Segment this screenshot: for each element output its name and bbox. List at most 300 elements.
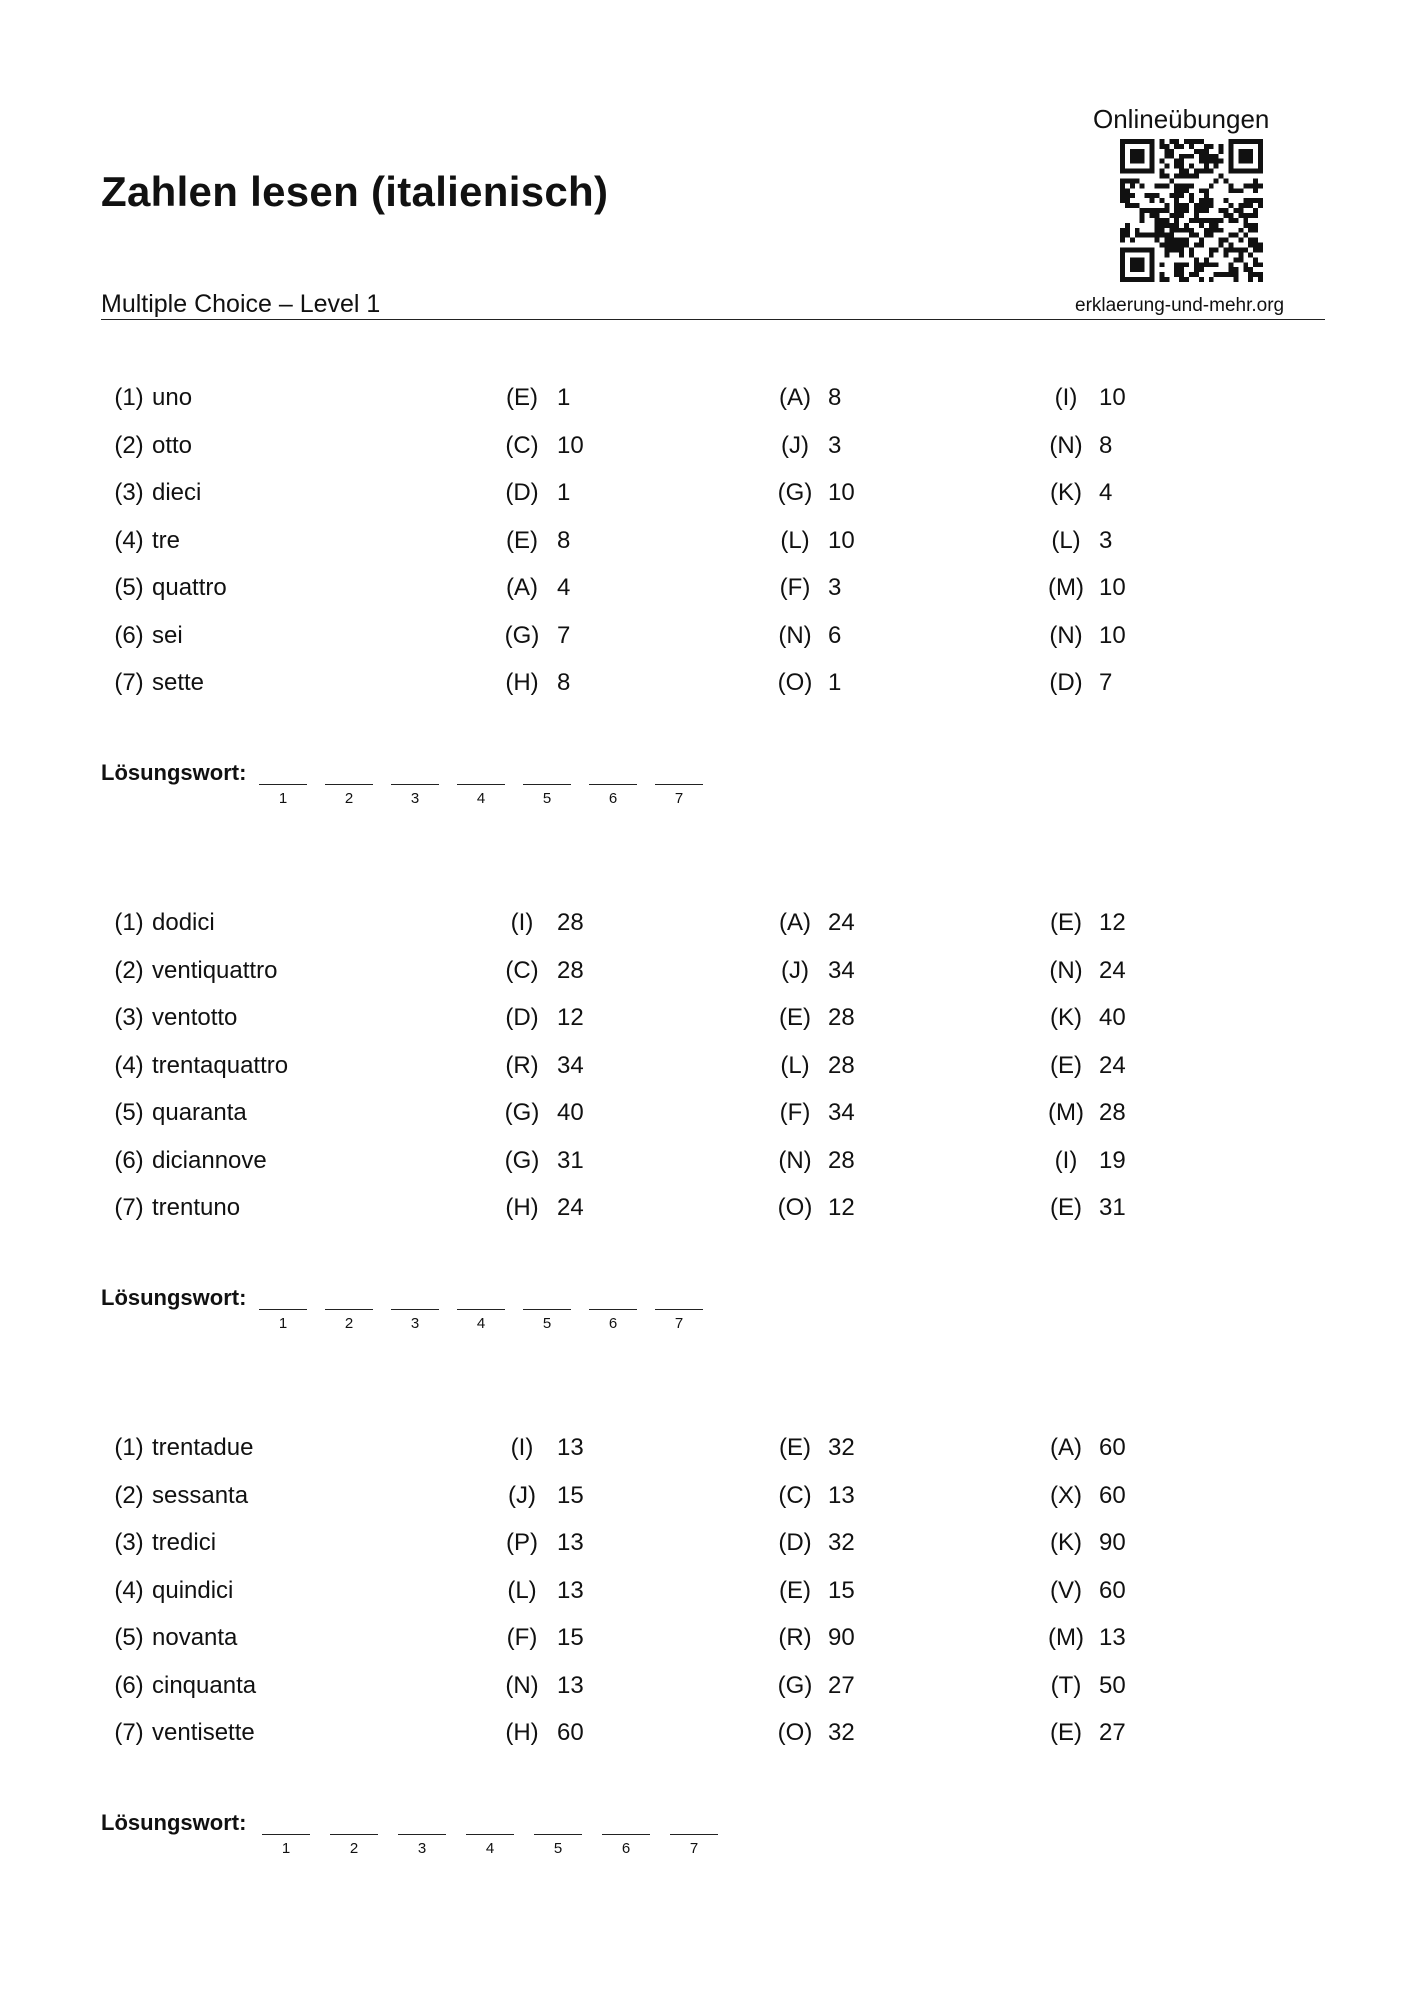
- option-value: 32: [828, 1529, 855, 1556]
- solution-word-label: Lösungswort:: [101, 1285, 247, 1310]
- option-value: 40: [1099, 1004, 1126, 1031]
- option-value: 13: [557, 1529, 584, 1556]
- header-divider: [101, 319, 1325, 320]
- question-row: [0, 527, 1414, 557]
- answer-blank[interactable]: [325, 784, 373, 785]
- answer-blank[interactable]: [457, 784, 505, 785]
- option-value: 40: [557, 1099, 584, 1126]
- answer-option[interactable]: [1046, 1672, 1086, 1700]
- option-letter: (E): [506, 526, 538, 554]
- answer-option[interactable]: [775, 669, 815, 697]
- answer-blank[interactable]: [391, 784, 439, 785]
- question-row: [0, 1434, 1414, 1464]
- option-letter: (E): [779, 1004, 811, 1031]
- option-letter: (A): [779, 909, 811, 936]
- option-value: 13: [1099, 1624, 1126, 1651]
- option-letter: (G): [777, 1671, 813, 1699]
- italian-number-word: quindici: [152, 1576, 234, 1604]
- answer-option[interactable]: [775, 527, 815, 555]
- italian-number-word: otto: [152, 431, 193, 459]
- question-number: (7): [114, 1719, 144, 1746]
- option-value: 1: [557, 479, 571, 506]
- answer-blank[interactable]: [602, 1834, 650, 1835]
- answer-option[interactable]: [502, 1672, 542, 1700]
- option-value: 24: [1099, 956, 1126, 984]
- answer-option[interactable]: [1046, 1147, 1086, 1175]
- answer-option[interactable]: [502, 1194, 542, 1222]
- answer-blank[interactable]: [534, 1834, 582, 1835]
- option-letter: (K): [1050, 1004, 1082, 1031]
- option-value: 28: [828, 1146, 855, 1174]
- option-letter: (N): [778, 621, 812, 649]
- option-letter: (G): [504, 1099, 540, 1126]
- question-row: [0, 1482, 1414, 1512]
- option-value: 8: [557, 669, 571, 696]
- option-value: 6: [828, 621, 842, 649]
- italian-number-word: sette: [152, 669, 205, 696]
- option-letter: (V): [1050, 1576, 1082, 1604]
- option-value: 13: [557, 1434, 584, 1461]
- option-value: 10: [1099, 574, 1126, 601]
- answer-blank[interactable]: [330, 1834, 378, 1835]
- answer-option[interactable]: [775, 1099, 815, 1127]
- answer-option[interactable]: [1046, 1624, 1086, 1652]
- answer-option[interactable]: [1046, 669, 1086, 697]
- solution-word-label: Lösungswort:: [101, 760, 247, 785]
- option-letter: (E): [506, 384, 538, 411]
- answer-blank[interactable]: [523, 1309, 571, 1310]
- blank-number: 1: [281, 1840, 291, 1857]
- question-number: (4): [114, 526, 144, 554]
- answer-option[interactable]: [1046, 1482, 1086, 1510]
- option-letter: (N): [1049, 621, 1083, 649]
- option-value: 90: [1099, 1529, 1126, 1556]
- italian-number-word: tre: [152, 526, 181, 554]
- answer-option[interactable]: [775, 1482, 815, 1510]
- answer-option[interactable]: [502, 574, 542, 602]
- option-value: 15: [557, 1624, 584, 1651]
- option-value: 90: [828, 1624, 855, 1651]
- answer-option[interactable]: [775, 1194, 815, 1222]
- italian-number-word: dodici: [152, 909, 215, 936]
- option-letter: (A): [506, 574, 538, 601]
- answer-option[interactable]: [775, 384, 815, 412]
- option-letter: (E): [1050, 1051, 1082, 1079]
- option-letter: (H): [505, 669, 539, 696]
- answer-option[interactable]: [775, 1672, 815, 1700]
- option-value: 4: [557, 574, 571, 601]
- answer-option[interactable]: [1046, 1577, 1086, 1605]
- question-number: (5): [114, 574, 144, 601]
- option-letter: (I): [1054, 384, 1078, 411]
- answer-option[interactable]: [1046, 1052, 1086, 1080]
- option-letter: (K): [1050, 479, 1082, 506]
- answer-blank[interactable]: [398, 1834, 446, 1835]
- option-value: 1: [828, 669, 842, 696]
- answer-option[interactable]: [502, 1052, 542, 1080]
- option-value: 24: [828, 909, 855, 936]
- option-value: 27: [828, 1671, 855, 1699]
- option-letter: (R): [505, 1051, 539, 1079]
- question-row: [0, 1672, 1414, 1702]
- answer-option[interactable]: [1046, 1099, 1086, 1127]
- option-value: 13: [828, 1481, 855, 1509]
- question-number: (3): [114, 479, 144, 506]
- question-row: [0, 432, 1414, 462]
- option-value: 32: [828, 1719, 855, 1746]
- blank-number: 6: [608, 1315, 618, 1332]
- option-letter: (R): [778, 1624, 812, 1651]
- option-value: 28: [828, 1004, 855, 1031]
- option-value: 3: [828, 574, 842, 601]
- question-number: (7): [114, 669, 144, 696]
- italian-number-word: uno: [152, 384, 193, 411]
- italian-number-word: sessanta: [152, 1481, 249, 1509]
- question-number: (3): [114, 1529, 144, 1556]
- option-value: 8: [1099, 431, 1113, 459]
- answer-option[interactable]: [1046, 384, 1086, 412]
- option-letter: (G): [777, 479, 813, 506]
- blank-number: 1: [278, 1315, 288, 1332]
- option-letter: (A): [779, 384, 811, 411]
- option-value: 10: [1099, 621, 1126, 649]
- answer-option[interactable]: [502, 1099, 542, 1127]
- blank-number: 1: [278, 790, 288, 807]
- option-value: 28: [557, 956, 584, 984]
- answer-option[interactable]: [502, 1482, 542, 1510]
- blank-number: 6: [608, 790, 618, 807]
- answer-option[interactable]: [775, 957, 815, 985]
- option-value: 24: [557, 1194, 584, 1221]
- qr-code-icon[interactable]: [1120, 139, 1263, 282]
- option-value: 34: [828, 956, 855, 984]
- italian-number-word: sei: [152, 621, 183, 649]
- answer-option[interactable]: [502, 1719, 542, 1747]
- italian-number-word: ventotto: [152, 1004, 238, 1031]
- option-letter: (F): [779, 1099, 811, 1126]
- option-value: 1: [557, 384, 571, 411]
- option-value: 15: [557, 1481, 584, 1509]
- italian-number-word: trentadue: [152, 1434, 254, 1461]
- answer-option[interactable]: [775, 479, 815, 507]
- answer-option[interactable]: [775, 909, 815, 937]
- option-value: 28: [557, 909, 584, 936]
- option-value: 50: [1099, 1671, 1126, 1699]
- option-letter: (J): [781, 431, 809, 459]
- answer-blank[interactable]: [457, 1309, 505, 1310]
- answer-option[interactable]: [1046, 1529, 1086, 1557]
- question-number: (4): [114, 1051, 144, 1079]
- question-number: (7): [114, 1194, 144, 1221]
- solution-word-label: Lösungswort:: [101, 1810, 247, 1835]
- answer-option[interactable]: [502, 909, 542, 937]
- option-value: 4: [1099, 479, 1113, 506]
- option-value: 28: [1099, 1099, 1126, 1126]
- option-letter: (O): [777, 1194, 813, 1221]
- page-title: Zahlen lesen (italienisch): [101, 168, 609, 215]
- answer-option[interactable]: [1046, 909, 1086, 937]
- blank-number: 4: [476, 1315, 486, 1332]
- page-subtitle: Multiple Choice – Level 1: [101, 290, 381, 318]
- answer-blank[interactable]: [391, 1309, 439, 1310]
- blank-number: 5: [553, 1840, 563, 1857]
- option-letter: (D): [778, 1529, 812, 1556]
- option-value: 24: [1099, 1051, 1126, 1079]
- italian-number-word: trentuno: [152, 1194, 241, 1221]
- option-value: 10: [828, 526, 855, 554]
- italian-number-word: quattro: [152, 574, 227, 601]
- answer-option[interactable]: [775, 1004, 815, 1032]
- option-letter: (G): [504, 1146, 540, 1174]
- question-row: [0, 479, 1414, 509]
- italian-number-word: dieci: [152, 479, 202, 506]
- answer-option[interactable]: [1046, 479, 1086, 507]
- option-letter: (O): [777, 669, 813, 696]
- question-row: [0, 1624, 1414, 1654]
- question-row: [0, 622, 1414, 652]
- question-row: [0, 1004, 1414, 1034]
- option-letter: (N): [1049, 431, 1083, 459]
- question-number: (6): [114, 1146, 144, 1174]
- option-letter: (M): [1048, 574, 1084, 601]
- option-letter: (E): [1050, 1719, 1082, 1746]
- italian-number-word: ventisette: [152, 1719, 255, 1746]
- blank-number: 2: [344, 790, 354, 807]
- question-row: [0, 1052, 1414, 1082]
- answer-option[interactable]: [1046, 1719, 1086, 1747]
- option-letter: (K): [1050, 1529, 1082, 1556]
- option-letter: (C): [505, 431, 539, 459]
- online-exercises-label: Onlineübungen: [1093, 104, 1270, 134]
- blank-number: 5: [542, 790, 552, 807]
- blank-number: 3: [417, 1840, 427, 1857]
- option-letter: (A): [1050, 1434, 1082, 1461]
- option-letter: (I): [1054, 1146, 1078, 1174]
- answer-option[interactable]: [1046, 1194, 1086, 1222]
- answer-option[interactable]: [1046, 1434, 1086, 1462]
- option-letter: (X): [1050, 1481, 1082, 1509]
- blank-number: 6: [621, 1840, 631, 1857]
- answer-option[interactable]: [502, 384, 542, 412]
- answer-option[interactable]: [775, 1434, 815, 1462]
- answer-option[interactable]: [775, 1529, 815, 1557]
- question-row: [0, 1577, 1414, 1607]
- option-letter: (J): [781, 956, 809, 984]
- option-letter: (L): [1051, 526, 1081, 554]
- option-letter: (F): [779, 574, 811, 601]
- answer-blank[interactable]: [466, 1834, 514, 1835]
- option-letter: (N): [505, 1671, 539, 1699]
- answer-blank[interactable]: [589, 1309, 637, 1310]
- blank-number: 3: [410, 790, 420, 807]
- option-value: 10: [1099, 384, 1126, 411]
- answer-option[interactable]: [502, 1147, 542, 1175]
- option-value: 13: [557, 1671, 584, 1699]
- answer-blank[interactable]: [655, 784, 703, 785]
- blank-number: 7: [674, 1315, 684, 1332]
- option-value: 27: [1099, 1719, 1126, 1746]
- answer-option[interactable]: [1046, 527, 1086, 555]
- option-value: 15: [828, 1576, 855, 1604]
- answer-option[interactable]: [775, 432, 815, 460]
- option-letter: (M): [1048, 1099, 1084, 1126]
- blank-number: 7: [674, 790, 684, 807]
- question-number: (2): [114, 956, 144, 984]
- option-letter: (F): [506, 1624, 538, 1651]
- italian-number-word: trentaquattro: [152, 1051, 289, 1079]
- italian-number-word: quaranta: [152, 1099, 247, 1126]
- question-number: (4): [114, 1576, 144, 1604]
- option-value: 32: [828, 1434, 855, 1461]
- option-letter: (P): [506, 1529, 538, 1556]
- answer-option[interactable]: [775, 574, 815, 602]
- option-value: 12: [1099, 909, 1126, 936]
- answer-blank[interactable]: [523, 784, 571, 785]
- answer-blank[interactable]: [262, 1834, 310, 1835]
- option-value: 34: [557, 1051, 584, 1079]
- answer-option[interactable]: [502, 527, 542, 555]
- question-row: [0, 1099, 1414, 1129]
- option-letter: (N): [1049, 956, 1083, 984]
- answer-option[interactable]: [1046, 432, 1086, 460]
- answer-option[interactable]: [502, 479, 542, 507]
- option-letter: (E): [779, 1576, 811, 1604]
- option-letter: (E): [779, 1434, 811, 1461]
- answer-option[interactable]: [502, 957, 542, 985]
- option-letter: (E): [1050, 1194, 1082, 1221]
- answer-blank[interactable]: [259, 784, 307, 785]
- answer-option[interactable]: [1046, 574, 1086, 602]
- website-link[interactable]: erklaerung-und-mehr.org: [1075, 295, 1285, 316]
- option-value: 31: [557, 1146, 584, 1174]
- answer-option[interactable]: [775, 1719, 815, 1747]
- answer-option[interactable]: [1046, 622, 1086, 650]
- option-value: 60: [557, 1719, 584, 1746]
- option-letter: (J): [508, 1481, 536, 1509]
- question-number: (1): [114, 909, 144, 936]
- question-number: (1): [114, 1434, 144, 1461]
- blank-number: 4: [476, 790, 486, 807]
- option-letter: (O): [777, 1719, 813, 1746]
- option-letter: (D): [1049, 669, 1083, 696]
- question-number: (6): [114, 621, 144, 649]
- question-row: [0, 909, 1414, 939]
- answer-blank[interactable]: [259, 1309, 307, 1310]
- option-letter: (G): [504, 621, 540, 649]
- option-value: 60: [1099, 1434, 1126, 1461]
- question-row: [0, 957, 1414, 987]
- option-value: 28: [828, 1051, 855, 1079]
- option-value: 8: [828, 384, 842, 411]
- option-letter: (D): [505, 1004, 539, 1031]
- option-letter: (L): [780, 526, 810, 554]
- question-number: (2): [114, 431, 144, 459]
- question-number: (3): [114, 1004, 144, 1031]
- answer-option[interactable]: [502, 1434, 542, 1462]
- option-value: 19: [1099, 1146, 1126, 1174]
- answer-option[interactable]: [775, 1624, 815, 1652]
- answer-option[interactable]: [775, 1052, 815, 1080]
- answer-blank[interactable]: [655, 1309, 703, 1310]
- answer-option[interactable]: [502, 1624, 542, 1652]
- blank-number: 5: [542, 1315, 552, 1332]
- question-number: (1): [114, 384, 144, 411]
- option-letter: (D): [505, 479, 539, 506]
- option-letter: (H): [505, 1719, 539, 1746]
- option-value: 7: [557, 621, 571, 649]
- option-value: 3: [828, 431, 842, 459]
- answer-blank[interactable]: [589, 784, 637, 785]
- answer-option[interactable]: [502, 432, 542, 460]
- option-letter: (C): [778, 1481, 812, 1509]
- blank-number: 2: [349, 1840, 359, 1857]
- option-value: 34: [828, 1099, 855, 1126]
- question-row: [0, 1719, 1414, 1749]
- answer-blank[interactable]: [670, 1834, 718, 1835]
- italian-number-word: novanta: [152, 1624, 238, 1651]
- option-letter: (L): [507, 1576, 537, 1604]
- question-row: [0, 1194, 1414, 1224]
- blank-number: 3: [410, 1315, 420, 1332]
- italian-number-word: tredici: [152, 1529, 217, 1556]
- answer-option[interactable]: [502, 1577, 542, 1605]
- question-row: [0, 574, 1414, 604]
- option-letter: (L): [780, 1051, 810, 1079]
- option-value: 31: [1099, 1194, 1126, 1221]
- option-value: 13: [557, 1576, 584, 1604]
- italian-number-word: cinquanta: [152, 1671, 257, 1699]
- option-value: 12: [828, 1194, 855, 1221]
- question-row: [0, 669, 1414, 699]
- question-row: [0, 1147, 1414, 1177]
- option-value: 8: [557, 526, 571, 554]
- option-letter: (I): [510, 1434, 534, 1461]
- option-letter: (H): [505, 1194, 539, 1221]
- option-value: 60: [1099, 1481, 1126, 1509]
- question-row: [0, 384, 1414, 414]
- question-row: [0, 1529, 1414, 1559]
- option-value: 10: [557, 431, 584, 459]
- answer-option[interactable]: [502, 622, 542, 650]
- option-value: 3: [1099, 526, 1113, 554]
- answer-option[interactable]: [502, 1004, 542, 1032]
- question-number: (5): [114, 1624, 144, 1651]
- answer-option[interactable]: [502, 1529, 542, 1557]
- question-number: (2): [114, 1481, 144, 1509]
- question-number: (5): [114, 1099, 144, 1126]
- answer-option[interactable]: [1046, 1004, 1086, 1032]
- option-letter: (E): [1050, 909, 1082, 936]
- option-letter: (N): [778, 1146, 812, 1174]
- answer-option[interactable]: [775, 622, 815, 650]
- answer-blank[interactable]: [325, 1309, 373, 1310]
- answer-option[interactable]: [1046, 957, 1086, 985]
- blank-number: 7: [689, 1840, 699, 1857]
- blank-number: 2: [344, 1315, 354, 1332]
- option-value: 7: [1099, 669, 1113, 696]
- answer-option[interactable]: [775, 1577, 815, 1605]
- answer-option[interactable]: [502, 669, 542, 697]
- option-letter: (I): [510, 909, 534, 936]
- option-value: 60: [1099, 1576, 1126, 1604]
- question-number: (6): [114, 1671, 144, 1699]
- option-letter: (M): [1048, 1624, 1084, 1651]
- answer-option[interactable]: [775, 1147, 815, 1175]
- option-value: 12: [557, 1004, 584, 1031]
- option-value: 10: [828, 479, 855, 506]
- blank-number: 4: [485, 1840, 495, 1857]
- italian-number-word: ventiquattro: [152, 956, 278, 984]
